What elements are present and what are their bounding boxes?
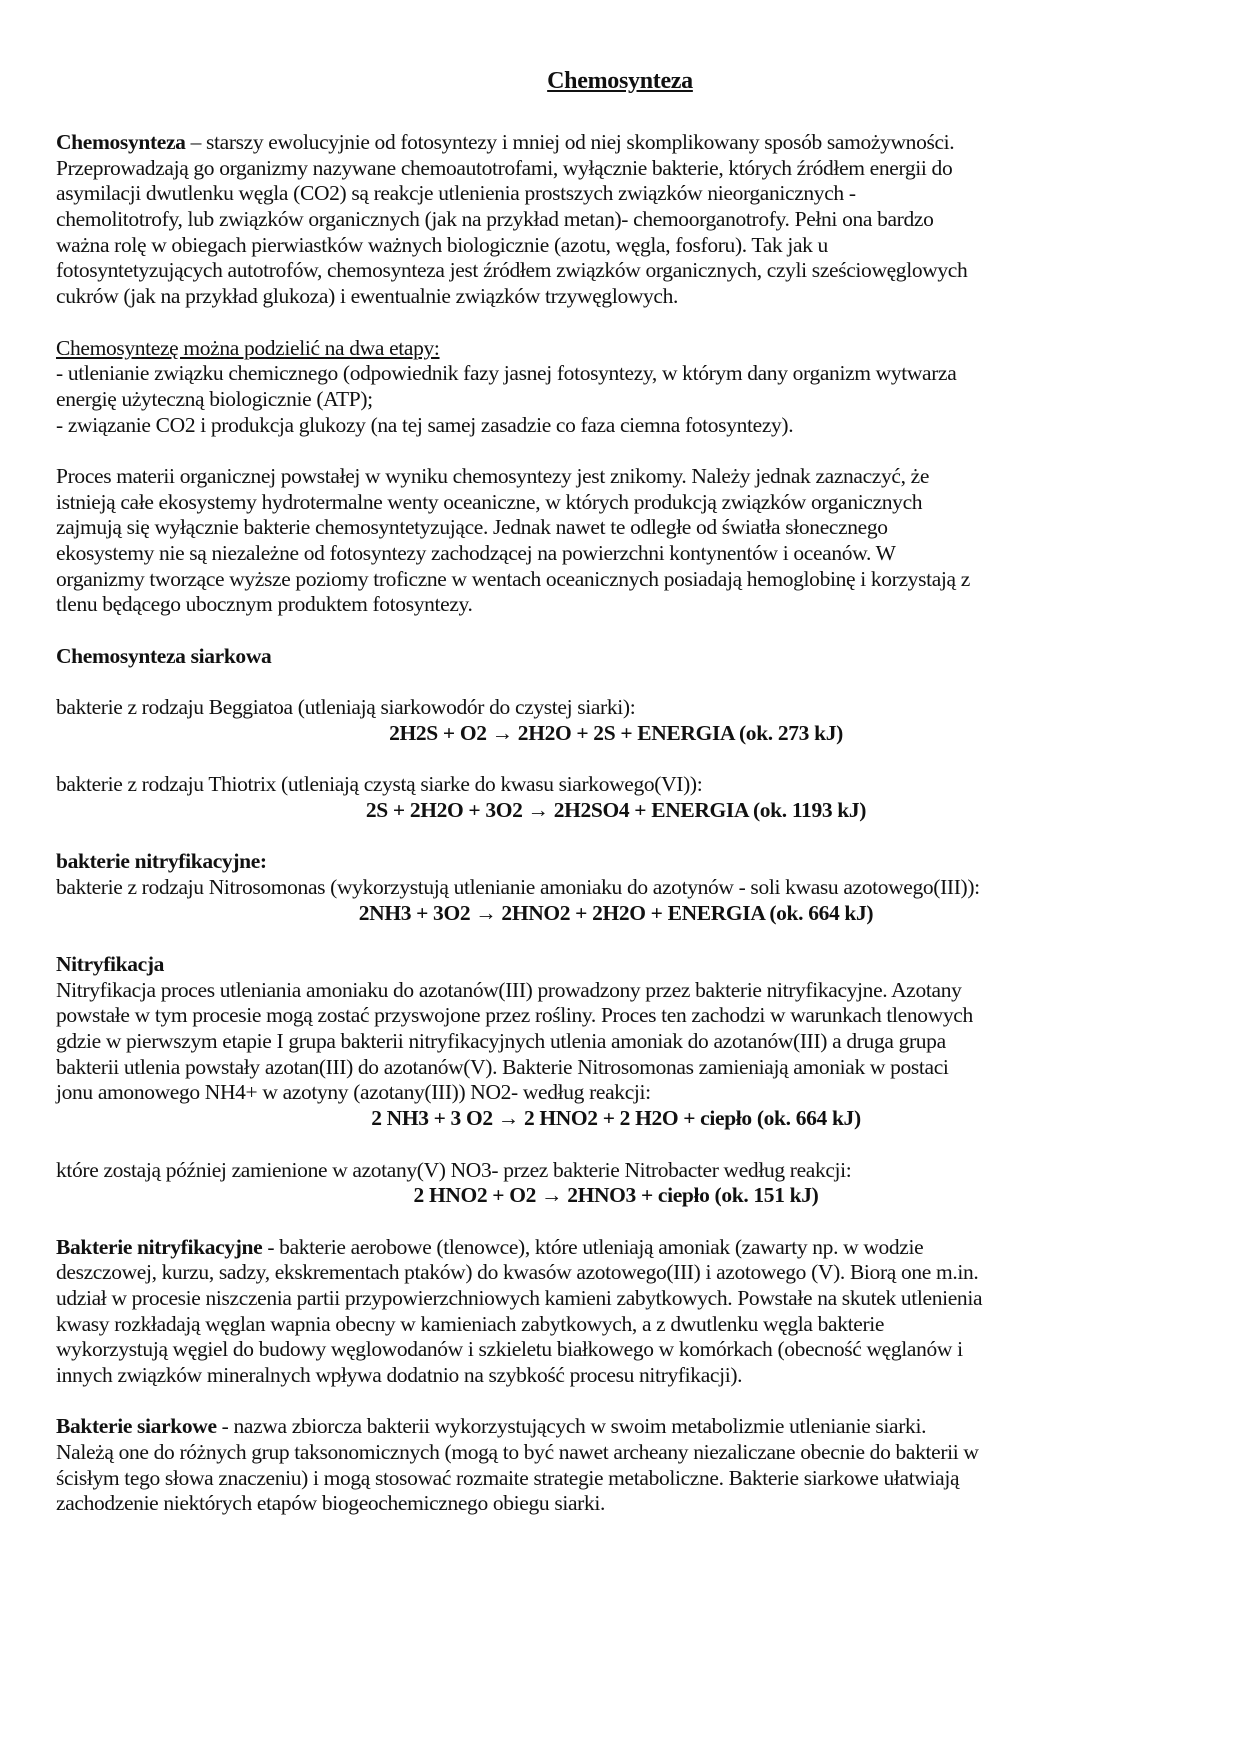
bold-text: 2 NH3 + 3 O2 → 2 HNO2 + 2 H2O + ciepło (ok. 664 kJ) (371, 1106, 861, 1131)
underlined-text: Chemosyntezę można podzielić na dwa etapy: (56, 335, 440, 360)
text-segment: asymilacji dwutlenku węgla (CO2) są reakcje utlenienia prostszych związków nieorganicznych - (56, 181, 856, 206)
text-line (56, 1440, 1176, 1466)
text-segment: kwasy rozkładają węglan wapnia obecny w kamieniach zabytkowych, a z dwutlenku węgla bakterie (56, 1311, 885, 1336)
text-segment: – starszy ewolucyjnie od fotosyntezy i mniej od niej skomplikowany sposób samożywności. (185, 130, 955, 154)
text-segment: chemolitotrofy, lub związków organicznych (jak na przykład metan)- chemoorganotrofy. Pełni ona bardzo (56, 207, 934, 232)
text-line (56, 1312, 1176, 1338)
bold-text: Nitryfikacja (56, 952, 165, 976)
text-line (56, 1466, 1176, 1492)
text-segment: gdzie w pierwszym etapie I grupa bakterii nitryfikacyjnych utlenia amoniak do azotanów(III) a druga grupa (56, 1029, 946, 1054)
text-line (56, 130, 1176, 156)
text-line (56, 387, 1176, 413)
text-line (56, 1055, 1176, 1081)
blank-line (56, 310, 1176, 336)
text-segment: - nazwa zbiorcza bakterii wykorzystujących w swoim metabolizmie utlenianie siarki. (216, 1414, 927, 1439)
text-line (56, 1260, 1176, 1286)
equation-line (56, 721, 1176, 747)
text-segment: bakterie z rodzaju Thiotrix (utleniają czystą siarke do kwasu siarkowego(VI)): (56, 772, 703, 797)
equation-line (56, 901, 1176, 927)
text-line (56, 413, 1176, 439)
equation-line (56, 1183, 1176, 1209)
text-segment: udział w procesie niszczenia partii przypowierzchniowych kamieni zabytkowych. Powstałe na skutek utlenienia (56, 1285, 983, 1310)
text-line (56, 772, 1176, 798)
equation-line (56, 1106, 1176, 1132)
text-line (56, 1003, 1176, 1029)
bold-text: Chemosynteza siarkowa (56, 643, 272, 668)
text-segment: Proces materii organicznej powstałej w wyniku chemosyntezy jest znikomy. Należy jednak zaznaczyć, że (56, 463, 930, 488)
text-line (56, 207, 1176, 233)
bold-text: Bakterie nitryfikacyjne (56, 1234, 263, 1259)
text-segment: - związanie CO2 i produkcja glukozy (na tej samej zasadzie co faza ciemna fotosyntezy). (56, 412, 794, 437)
text-line (56, 490, 1176, 516)
text-segment: wykorzystują węgiel do budowy węglowodanów i szkieletu białkowego w komórkach (obecność węglanów i (56, 1337, 963, 1362)
text-line (56, 464, 1176, 490)
text-line (56, 258, 1176, 284)
blank-line (56, 618, 1176, 644)
text-line (56, 849, 1176, 875)
text-line (56, 156, 1176, 182)
bold-text: Bakterie siarkowe (56, 1414, 217, 1439)
bold-text: 2H2S + O2 → 2H2O + 2S + ENERGIA (ok. 273 kJ) (389, 720, 843, 745)
text-segment: bakterie z rodzaju Nitrosomonas (wykorzystują utlenianie amoniaku do azotynów - soli kwasu azotowego(III)): (56, 874, 980, 899)
bold-text: Chemosynteza (56, 130, 186, 154)
document-body (56, 130, 1176, 1517)
bold-text: 2S + 2H2O + 3O2 → 2H2SO4 + ENERGIA (ok. 1193 kJ) (365, 797, 867, 822)
text-segment: zachodzenie niektórych etapów biogeochemicznego obiegu siarki. (56, 1491, 606, 1516)
text-line (56, 1158, 1176, 1184)
text-segment: bakterii utlenia powstały azotan(III) do azotanów(V). Bakterie Nitrosomonas zamieniają amoniak w postaci (56, 1054, 949, 1079)
blank-line (56, 747, 1176, 773)
text-line (56, 875, 1176, 901)
bold-text: bakterie nitryfikacyjne: (56, 849, 267, 874)
text-line (56, 1414, 1176, 1440)
text-line (56, 361, 1176, 387)
text-line (56, 644, 1176, 670)
text-segment: tlenu będącego ubocznym produktem fotosyntezy. (56, 592, 473, 617)
blank-line (56, 824, 1176, 850)
text-segment: - bakterie aerobowe (tlenowce), które utleniają amoniak (zawarty np. w wodzie (262, 1234, 924, 1259)
text-line (56, 1286, 1176, 1312)
text-segment: bakterie z rodzaju Beggiatoa (utleniają siarkowodór do czystej siarki): (56, 695, 636, 720)
blank-line (56, 669, 1176, 695)
text-segment: innych związków mineralnych wpływa dodatnio na szybkość procesu nitryfikacji). (56, 1363, 743, 1387)
text-segment: Przeprowadzają go organizmy nazywane chemoautotrofami, wyłącznie bakterie, których źródłem energii do (56, 155, 953, 180)
blank-line (56, 1389, 1176, 1415)
text-segment: zajmują się wyłącznie bakterie chemosyntetyzujące. Jednak nawet te odległe od światła słonecznego (56, 515, 888, 540)
text-segment: ekosystemy nie są niezależne od fotosyntezy zachodzącej na powierzchni kontynentów i oceanów. W (56, 541, 896, 565)
text-segment: ważna rolę w obiegach pierwiastków ważnych biologicznie (azotu, węgla, fosforu). Tak jak u (56, 232, 828, 257)
text-line (56, 1080, 1176, 1106)
text-line (56, 1029, 1176, 1055)
text-line (56, 1337, 1176, 1363)
text-segment: powstałe w tym procesie mogą zostać przyswojone przez rośliny. Proces ten zachodzi w warunkach tlenowych (56, 1003, 973, 1028)
text-line (56, 1491, 1176, 1517)
text-segment: ścisłym tego słowa znaczeniu) i mogą stosować rozmaite strategie metaboliczne. Bakterie siarkowe ułatwiają (56, 1465, 960, 1490)
text-line (56, 592, 1176, 618)
text-line (56, 541, 1176, 567)
text-line (56, 952, 1176, 978)
text-segment: jonu amonowego NH4+ w azotyny (azotany(III)) NO2- według reakcji: (56, 1080, 651, 1105)
equation-line (56, 798, 1176, 824)
text-segment: - utlenianie związku chemicznego (odpowiednik fazy jasnej fotosyntezy, w którym dany organizm wytwarza (56, 361, 957, 386)
text-segment: które zostają później zamienione w azotany(V) NO3- przez bakterie Nitrobacter według reakcji: (56, 1157, 852, 1182)
text-segment: Nitryfikacja proces utleniania amoniaku do azotanów(III) prowadzony przez bakterie nitryfikacyjne. Azotany (56, 977, 962, 1002)
blank-line (56, 1209, 1176, 1235)
bold-text: 2NH3 + 3O2 → 2HNO2 + 2H2O + ENERGIA (ok. 664 kJ) (358, 900, 874, 925)
text-segment: cukrów (jak na przykład glukoza) i ewentualnie związków trzywęglowych. (56, 284, 679, 309)
text-line (56, 1235, 1176, 1261)
blank-line (56, 1132, 1176, 1158)
text-segment: energię użyteczną biologicznie (ATP); (56, 386, 373, 411)
bold-text: 2 HNO2 + O2 → 2HNO3 + ciepło (ok. 151 kJ) (413, 1183, 819, 1208)
text-segment: organizmy tworzące wyższe poziomy troficzne w wentach oceanicznych posiadają hemoglobinę i korzystają z (56, 566, 970, 591)
text-line (56, 978, 1176, 1004)
text-line (56, 1363, 1176, 1389)
text-line (56, 181, 1176, 207)
text-segment: fotosyntetyzujących autotrofów, chemosynteza jest źródłem związków organicznych, czyli sześciowęglowych (56, 258, 968, 283)
text-line (56, 336, 1176, 362)
text-segment: istnieją całe ekosystemy hydrotermalne wenty oceaniczne, w których produkcją związków organicznych (56, 489, 923, 514)
text-line (56, 567, 1176, 593)
text-line (56, 515, 1176, 541)
text-line (56, 284, 1176, 310)
blank-line (56, 926, 1176, 952)
blank-line (56, 438, 1176, 464)
text-segment: deszczowej, kurzu, sadzy, ekskrementach ptaków) do kwasów azotowego(III) i azotowego (V). Biorą one m.in. (56, 1260, 979, 1285)
text-segment: Należą one do różnych grup taksonomicznych (mogą to być nawet archeany niezaliczane obecnie do bakterii w (56, 1440, 979, 1465)
document-title: Chemosynteza (547, 68, 693, 94)
text-line (56, 233, 1176, 259)
text-line (56, 695, 1176, 721)
